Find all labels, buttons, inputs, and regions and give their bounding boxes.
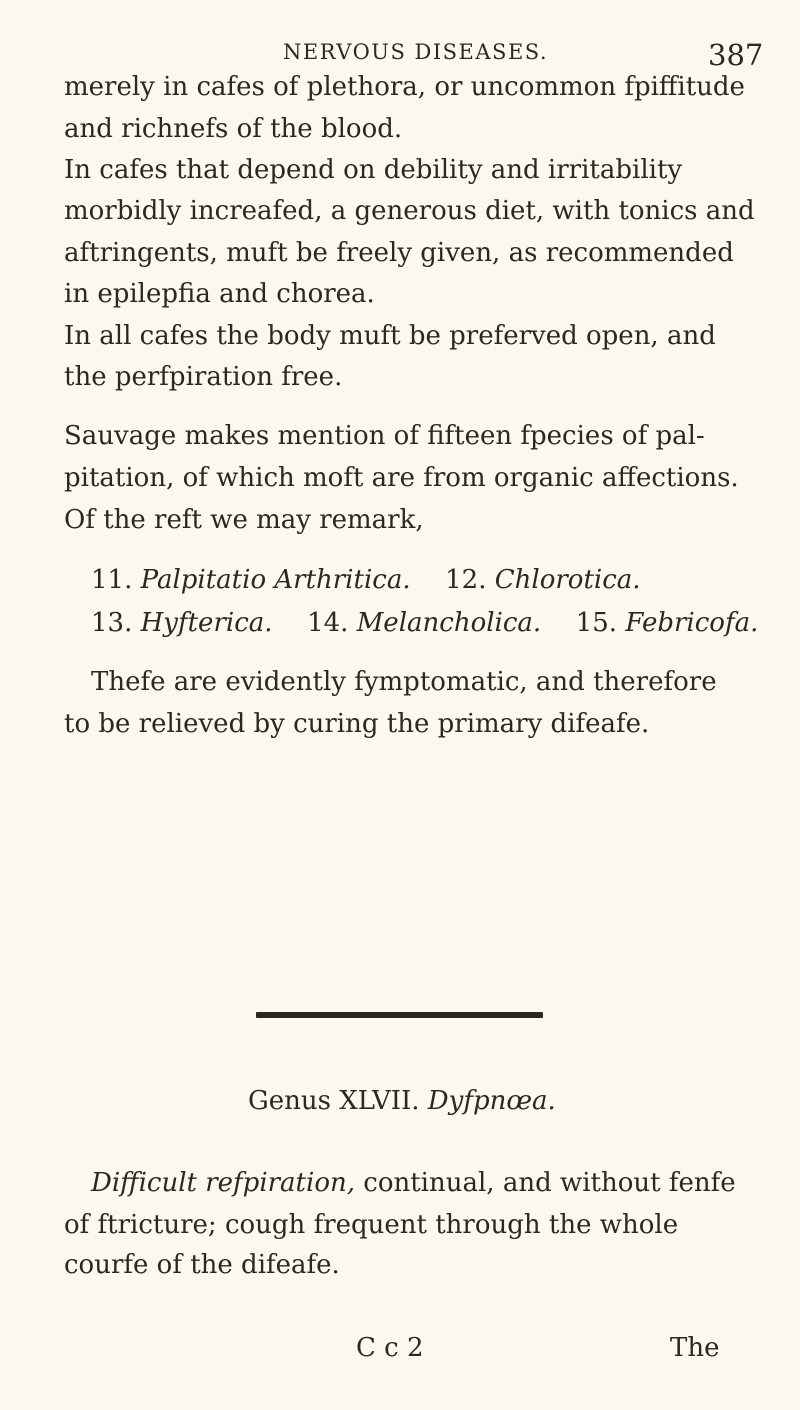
species-name: Chlorotica. <box>494 565 641 595</box>
genus-heading <box>248 1086 556 1116</box>
text-line: and richnefs of the blood. <box>64 114 403 144</box>
text-line: merely in cafes of plethora, or uncommon fpiffitude <box>64 72 745 102</box>
species-number: 11. <box>91 565 133 595</box>
definition-line: of ftricture; cough frequent through the whole <box>64 1210 679 1240</box>
species-line <box>91 608 758 638</box>
definition-text: continual, and without fenfe <box>355 1168 736 1198</box>
text-line: Thefe are evidently fymptomatic, and therefore <box>91 667 717 697</box>
text-line: morbidly increafed, a generous diet, with tonics and <box>64 196 755 226</box>
species-line <box>91 565 641 595</box>
running-head: NERVOUS DISEASES. <box>283 40 549 64</box>
text-line: Of the reft we may remark, <box>64 505 424 535</box>
text-line: In all cafes the body muft be preferved open, and <box>64 321 716 351</box>
text-line: the perfpiration free. <box>64 362 343 392</box>
species-name: Palpitatio Arthritica. <box>140 565 411 595</box>
genus-name: Dyfpnœa. <box>427 1086 556 1116</box>
definition-lead: Difficult refpiration, <box>91 1168 355 1198</box>
species-name: Hyfterica. <box>140 608 273 638</box>
species-number: 13. <box>91 608 133 638</box>
text-line: pitation, of which moft are from organic affections. <box>64 463 739 493</box>
signature-mark: C c 2 <box>356 1333 424 1363</box>
text-line: aftringents, muft be freely given, as recommended <box>64 238 734 268</box>
text-line: in epilepfia and chorea. <box>64 279 375 309</box>
species-name: Febricofa. <box>625 608 759 638</box>
definition-line: courfe of the difeafe. <box>64 1250 340 1280</box>
text-line: Sauvage makes mention of fifteen fpecies of pal- <box>64 421 705 451</box>
species-name: Melancholica. <box>356 608 542 638</box>
text-line: to be relieved by curing the primary difeafe. <box>64 709 650 739</box>
text-line: In cafes that depend on debility and irritability <box>64 155 683 185</box>
catchword: The <box>670 1333 720 1363</box>
species-number: 15. <box>575 608 618 638</box>
definition-line <box>91 1168 736 1198</box>
species-number: 14. <box>307 608 349 638</box>
section-rule <box>256 1012 543 1018</box>
genus-label: Genus XLVII. <box>248 1086 420 1116</box>
species-number: 12. <box>445 565 487 595</box>
page-number: 387 <box>708 38 764 72</box>
